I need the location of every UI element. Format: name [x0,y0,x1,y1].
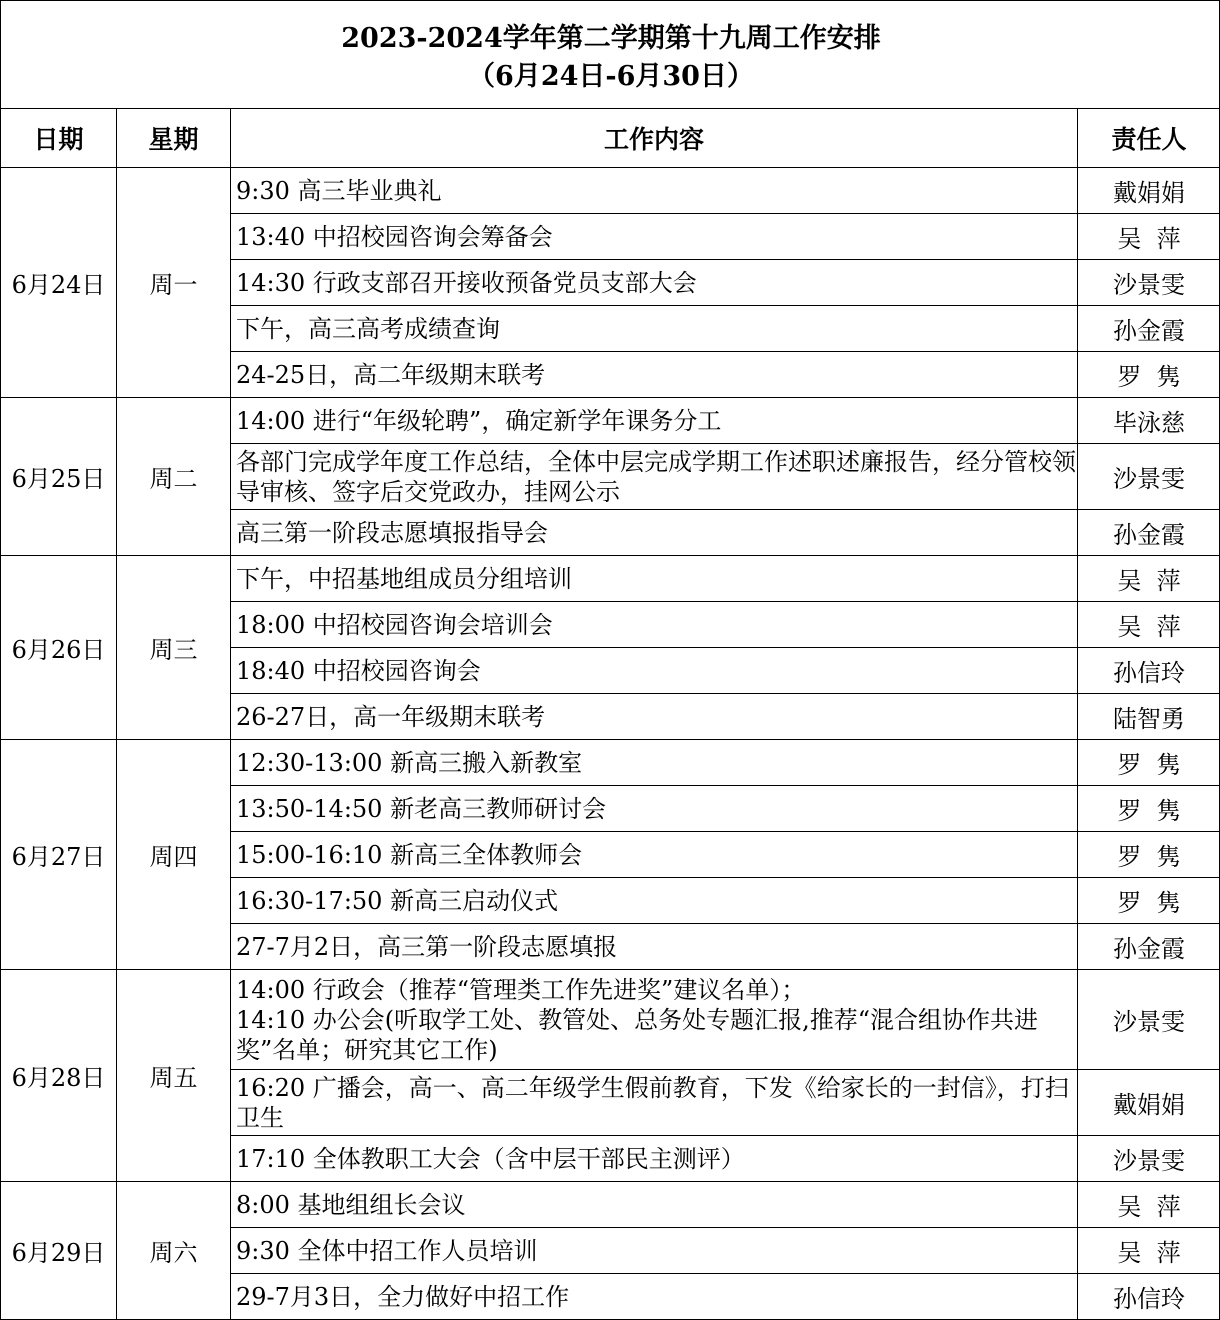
responsible-person-cell: 孙金霞 [1078,924,1220,970]
weekday-cell: 周六 [117,1182,231,1320]
task-content-cell: 13:40 中招校园咨询会筹备会 [231,214,1078,260]
task-content-cell: 8:00 基地组组长会议 [231,1182,1078,1228]
responsible-person-cell: 吴 萍 [1078,1228,1220,1274]
task-content-cell: 9:30 全体中招工作人员培训 [231,1228,1078,1274]
task-content-cell: 高三第一阶段志愿填报指导会 [231,510,1078,556]
date-cell: 6月28日 [1,970,117,1182]
task-content-cell: 下午，高三高考成绩查询 [231,306,1078,352]
task-content-cell: 14:30 行政支部召开接收预备党员支部大会 [231,260,1078,306]
task-content-cell: 各部门完成学年度工作总结，全体中层完成学期工作述职述廉报告，经分管校领导审核、签字后交党政办，挂网公示 [231,444,1078,510]
responsible-person-cell: 孙信玲 [1078,1274,1220,1320]
task-content-cell: 27-7月2日，高三第一阶段志愿填报 [231,924,1078,970]
task-content-cell: 16:30-17:50 新高三启动仪式 [231,878,1078,924]
task-content-cell: 18:00 中招校园咨询会培训会 [231,602,1078,648]
date-cell: 6月27日 [1,740,117,970]
task-content-cell: 15:00-16:10 新高三全体教师会 [231,832,1078,878]
date-cell: 6月26日 [1,556,117,740]
task-content-cell: 14:00 行政会（推荐“管理类工作先进奖”建议名单）； 14:10 办公会(听取学工处、教管处、总务处专题汇报,推荐“混合组协作共进奖”名单；研究其它工作) [231,970,1078,1070]
header-day: 星期 [117,109,231,168]
responsible-person-cell: 沙景雯 [1078,1136,1220,1182]
header-content: 工作内容 [231,109,1078,168]
weekday-cell: 周四 [117,740,231,970]
task-content-cell: 24-25日，高二年级期末联考 [231,352,1078,398]
responsible-person-cell: 罗 隽 [1078,878,1220,924]
responsible-person-cell: 孙信玲 [1078,648,1220,694]
header-person: 责任人 [1078,109,1220,168]
responsible-person-cell: 沙景雯 [1078,970,1220,1070]
page-title: 2023-2024学年第二学期第十九周工作安排 [1,23,1220,55]
responsible-person-cell: 孙金霞 [1078,510,1220,556]
weekday-cell: 周一 [117,168,231,398]
responsible-person-cell: 孙金霞 [1078,306,1220,352]
date-cell: 6月29日 [1,1182,117,1320]
responsible-person-cell: 沙景雯 [1078,260,1220,306]
responsible-person-cell: 吴 萍 [1078,602,1220,648]
weekday-cell: 周二 [117,398,231,556]
responsible-person-cell: 戴娟娟 [1078,168,1220,214]
responsible-person-cell: 吴 萍 [1078,556,1220,602]
responsible-person-cell: 吴 萍 [1078,214,1220,260]
responsible-person-cell: 罗 隽 [1078,740,1220,786]
date-cell: 6月25日 [1,398,117,556]
responsible-person-cell: 罗 隽 [1078,832,1220,878]
responsible-person-cell: 陆智勇 [1078,694,1220,740]
responsible-person-cell: 沙景雯 [1078,444,1220,510]
responsible-person-cell: 吴 萍 [1078,1182,1220,1228]
responsible-person-cell: 戴娟娟 [1078,1070,1220,1136]
responsible-person-cell: 罗 隽 [1078,786,1220,832]
responsible-person-cell: 罗 隽 [1078,352,1220,398]
page-subtitle: （6月24日-6月30日） [1,61,1220,93]
header-date: 日期 [1,109,117,168]
task-content-cell: 17:10 全体教职工大会（含中层干部民主测评） [231,1136,1078,1182]
task-content-cell: 29-7月3日，全力做好中招工作 [231,1274,1078,1320]
task-content-cell: 14:00 进行“年级轮聘”，确定新学年课务分工 [231,398,1078,444]
responsible-person-cell: 毕泳慈 [1078,398,1220,444]
weekday-cell: 周五 [117,970,231,1182]
task-content-cell: 下午，中招基地组成员分组培训 [231,556,1078,602]
weekday-cell: 周三 [117,556,231,740]
task-content-cell: 18:40 中招校园咨询会 [231,648,1078,694]
task-content-cell: 16:20 广播会，高一、高二年级学生假前教育，下发《给家长的一封信》，打扫卫生 [231,1070,1078,1136]
task-content-cell: 9:30 高三毕业典礼 [231,168,1078,214]
task-content-cell: 12:30-13:00 新高三搬入新教室 [231,740,1078,786]
task-content-cell: 26-27日，高一年级期末联考 [231,694,1078,740]
task-content-cell: 13:50-14:50 新老高三教师研讨会 [231,786,1078,832]
date-cell: 6月24日 [1,168,117,398]
